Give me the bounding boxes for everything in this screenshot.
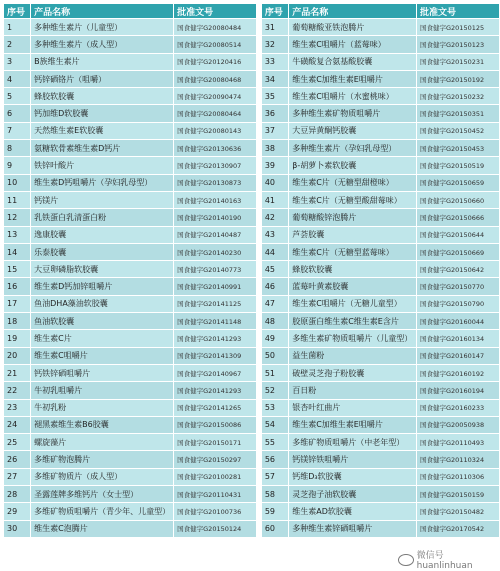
row-product-name: 破壁灵芝孢子粉胶囊 [289,364,417,381]
row-approval-code: 国食健字G20140991 [174,278,257,295]
row-seq: 26 [4,451,31,468]
header-row [4,4,257,19]
row-product-name: 维生素D钙加锌咀嚼片 [31,278,174,295]
row-seq: 47 [261,295,288,312]
row-approval-code: 国食健字G20100736 [174,503,257,520]
row-product-name: 灵芝孢子油软胶囊 [289,486,417,503]
header-code: 批准文号 [174,4,257,19]
row-seq: 54 [261,416,288,433]
row-approval-code: 国食健字G20140230 [174,243,257,260]
wechat-icon [398,554,414,566]
row-product-name: 褪黑素维生素B6胶囊 [31,416,174,433]
row-approval-code: 国食健字G20110431 [174,486,257,503]
row-seq: 6 [4,105,31,122]
row-product-name: 多种维生素矿物质咀嚼片 [289,105,417,122]
row-seq: 20 [4,347,31,364]
row-approval-code: 国食健字G20150666 [417,209,500,226]
row-seq: 25 [4,434,31,451]
table-row [261,364,499,381]
row-seq: 35 [261,88,288,105]
watermark-text: 微信号 huanlinhuan [416,551,473,571]
table-row [4,19,257,36]
row-product-name: B族维生素片 [31,53,174,70]
row-product-name: 维生素C片（无糖型蓝莓味） [289,243,417,260]
table-row [4,382,257,399]
row-seq: 29 [4,503,31,520]
row-approval-code: 国食健字G20110306 [417,468,500,485]
header-code: 批准文号 [417,4,500,19]
row-seq: 15 [4,261,31,278]
row-approval-code: 国食健字G20160233 [417,399,500,416]
row-product-name: 多维生素矿物质咀嚼片（儿童型） [289,330,417,347]
row-approval-code: 国食健字G20130636 [174,140,257,157]
row-approval-code: 国食健字G20150659 [417,174,500,191]
row-seq: 32 [261,36,288,53]
row-product-name: 钙加维D软胶囊 [31,105,174,122]
row-product-name: 多种维生素片（孕妇乳母型） [289,140,417,157]
row-approval-code: 国食健字G20150171 [174,434,257,451]
row-product-name: 维生素C加维生素E咀嚼片 [289,416,417,433]
table-row [4,520,257,537]
row-seq: 30 [4,520,31,537]
table-row [4,330,257,347]
row-product-name: 多维矿物泡腾片 [31,451,174,468]
row-approval-code: 国食健字G20120416 [174,53,257,70]
table-row [4,399,257,416]
row-product-name: 维生素C咀嚼片 [31,347,174,364]
table-row [4,503,257,520]
row-product-name: 鱼油DHA藻油软胶囊 [31,295,174,312]
row-seq: 7 [4,122,31,139]
row-approval-code: 国食健字G20080514 [174,36,257,53]
row-product-name: 钙维D₃软胶囊 [289,468,417,485]
row-approval-code: 国食健字G20141293 [174,382,257,399]
row-approval-code: 国食健字G20141309 [174,347,257,364]
row-seq: 12 [4,209,31,226]
table-left-body [4,19,257,538]
table-row [4,261,257,278]
row-product-name: 乳铁蛋白乳清蛋白粉 [31,209,174,226]
row-seq: 51 [261,364,288,381]
row-product-name: 银杏叶红曲片 [289,399,417,416]
row-product-name: 多维矿物质片（成人型） [31,468,174,485]
table-row [261,503,499,520]
header-seq: 序号 [4,4,31,19]
row-product-name: 钙铁锌硒咀嚼片 [31,364,174,381]
row-product-name: 逸康胶囊 [31,226,174,243]
row-seq: 57 [261,468,288,485]
table-row [4,347,257,364]
row-approval-code: 国食健字G20110324 [417,451,500,468]
row-approval-code: 国食健字G20160194 [417,382,500,399]
row-approval-code: 国食健字G20150086 [174,416,257,433]
row-seq: 45 [261,261,288,278]
row-approval-code: 国食健字G20150642 [417,261,500,278]
row-seq: 42 [261,209,288,226]
table-row [261,174,499,191]
row-product-name: 胶原蛋白维生素C维生素E含片 [289,313,417,330]
row-seq: 58 [261,486,288,503]
table-row [261,416,499,433]
row-approval-code: 国食健字G20160147 [417,347,500,364]
row-approval-code: 国食健字G20150125 [417,19,500,36]
row-approval-code: 国食健字G20100281 [174,468,257,485]
row-seq: 28 [4,486,31,503]
row-seq: 49 [261,330,288,347]
row-approval-code: 国食健字G20090474 [174,88,257,105]
row-product-name: 牛初乳咀嚼片 [31,382,174,399]
row-product-name: 维生素C片（无糖型酸甜莓味） [289,191,417,208]
table-row [261,140,499,157]
row-approval-code: 国食健字G20150660 [417,191,500,208]
product-list [3,3,500,538]
row-approval-code: 国食健字G20130873 [174,174,257,191]
table-row [4,226,257,243]
row-seq: 43 [261,226,288,243]
table-row [4,174,257,191]
row-product-name: 大豆卵磷脂软胶囊 [31,261,174,278]
row-approval-code: 国食健字G20140773 [174,261,257,278]
row-product-name: 蜂胶软胶囊 [31,88,174,105]
row-approval-code: 国食健字G20050938 [417,416,500,433]
row-product-name: 氨糖软骨素维生素D钙片 [31,140,174,157]
table-row [261,434,499,451]
table-row [4,209,257,226]
row-seq: 46 [261,278,288,295]
table-row [261,88,499,105]
row-approval-code: 国食健字G20150790 [417,295,500,312]
row-seq: 1 [4,19,31,36]
row-product-name: 维生素C片（无糖型甜橙味） [289,174,417,191]
row-product-name: 多维矿物质咀嚼片（青少年、儿童型） [31,503,174,520]
row-approval-code: 国食健字G20150351 [417,105,500,122]
table-row [4,416,257,433]
row-product-name: 葡萄糖酸亚铁泡腾片 [289,19,417,36]
row-approval-code: 国食健字G20150770 [417,278,500,295]
table-row [4,364,257,381]
table-row [261,313,499,330]
row-approval-code: 国食健字G20140163 [174,191,257,208]
row-product-name: 维生素D钙咀嚼片（孕妇乳母型） [31,174,174,191]
row-approval-code: 国食健字G20080484 [174,19,257,36]
row-approval-code: 国食健字G20110493 [417,434,500,451]
row-seq: 37 [261,122,288,139]
table-row [261,122,499,139]
row-product-name: 牛初乳粉 [31,399,174,416]
row-seq: 55 [261,434,288,451]
table-row [4,122,257,139]
row-seq: 11 [4,191,31,208]
row-seq: 4 [4,70,31,87]
row-seq: 53 [261,399,288,416]
row-approval-code: 国食健字G20150124 [174,520,257,537]
row-product-name: 多种维生素片（儿童型） [31,19,174,36]
table-row [4,434,257,451]
row-approval-code: 国食健字G20140967 [174,364,257,381]
row-approval-code: 国食健字G20150232 [417,88,500,105]
row-approval-code: 国食健字G20140190 [174,209,257,226]
row-seq: 44 [261,243,288,260]
row-seq: 22 [4,382,31,399]
table-row [4,105,257,122]
table-row [4,451,257,468]
table-row [261,209,499,226]
row-approval-code: 国食健字G20150297 [174,451,257,468]
table-row [261,243,499,260]
table-row [261,486,499,503]
row-seq: 52 [261,382,288,399]
row-approval-code: 国食健字G20170542 [417,520,500,537]
row-approval-code: 国食健字G20150159 [417,486,500,503]
row-product-name: 乐泰胶囊 [31,243,174,260]
row-approval-code: 国食健字G20080464 [174,105,257,122]
table-row [261,19,499,36]
row-approval-code: 国食健字G20150519 [417,157,500,174]
row-seq: 24 [4,416,31,433]
row-seq: 31 [261,19,288,36]
row-seq: 10 [4,174,31,191]
row-approval-code: 国食健字G20150452 [417,122,500,139]
table-row [261,191,499,208]
row-product-name: 葡萄糖酸锌泡腾片 [289,209,417,226]
row-seq: 27 [4,468,31,485]
row-product-name: β-胡萝卜素软胶囊 [289,157,417,174]
table-right-body [261,19,499,538]
table-row [261,451,499,468]
row-seq: 41 [261,191,288,208]
table-row [261,520,499,537]
row-product-name: 维生素C咀嚼片（蓝莓味） [289,36,417,53]
table-row [261,105,499,122]
row-seq: 16 [4,278,31,295]
table-row [4,486,257,503]
row-approval-code: 国食健字G20130907 [174,157,257,174]
row-seq: 36 [261,105,288,122]
row-product-name: 钙镁片 [31,191,174,208]
row-product-name: 铁锌叶酸片 [31,157,174,174]
row-product-name: 钙锌硒铬片（咀嚼） [31,70,174,87]
row-product-name: 多种维生素片（成人型） [31,36,174,53]
header-name: 产品名称 [31,4,174,19]
table-row [4,140,257,157]
row-approval-code: 国食健字G20160192 [417,364,500,381]
row-product-name: 维生素C片 [31,330,174,347]
row-seq: 2 [4,36,31,53]
row-approval-code: 国食健字G20080468 [174,70,257,87]
table-row [261,53,499,70]
row-product-name: 牛磺酸复合氨基酸胶囊 [289,53,417,70]
table-row [261,157,499,174]
row-seq: 5 [4,88,31,105]
row-product-name: 鱼油软胶囊 [31,313,174,330]
row-product-name: 圣露莲牌多维钙片（女士型） [31,486,174,503]
row-seq: 59 [261,503,288,520]
row-product-name: 天然维生素E软胶囊 [31,122,174,139]
row-approval-code: 国食健字G20141293 [174,330,257,347]
row-product-name: 大豆异黄酮钙胶囊 [289,122,417,139]
row-seq: 33 [261,53,288,70]
table-row [261,382,499,399]
table-row [261,347,499,364]
row-seq: 48 [261,313,288,330]
row-seq: 18 [4,313,31,330]
table-row [4,468,257,485]
table-row [261,70,499,87]
table-row [4,313,257,330]
row-product-name: 芦荟胶囊 [289,226,417,243]
table-row [4,53,257,70]
row-seq: 56 [261,451,288,468]
row-seq: 23 [4,399,31,416]
row-approval-code: 国食健字G20080143 [174,122,257,139]
row-product-name: 钙镁锌铁咀嚼片 [289,451,417,468]
row-approval-code: 国食健字G20141148 [174,313,257,330]
table-row [261,330,499,347]
row-product-name: 多种维生素锌硒咀嚼片 [289,520,417,537]
row-approval-code: 国食健字G20141265 [174,399,257,416]
table-row [261,295,499,312]
table-row [4,157,257,174]
table-row [261,468,499,485]
row-product-name: 蓝莓叶黄素胶囊 [289,278,417,295]
row-seq: 21 [4,364,31,381]
row-product-name: 百日粉 [289,382,417,399]
row-product-name: 益生菌粉 [289,347,417,364]
header-name: 产品名称 [289,4,417,19]
row-seq: 17 [4,295,31,312]
header-seq: 序号 [261,4,288,19]
row-product-name: 维生素C泡腾片 [31,520,174,537]
table-row [4,191,257,208]
row-approval-code: 国食健字G20150192 [417,70,500,87]
row-product-name: 维生素AD软胶囊 [289,503,417,520]
row-seq: 34 [261,70,288,87]
row-product-name: 多维矿物质咀嚼片（中老年型） [289,434,417,451]
row-seq: 60 [261,520,288,537]
row-seq: 9 [4,157,31,174]
row-approval-code: 国食健字G20150123 [417,36,500,53]
table-right [261,3,500,538]
row-approval-code: 国食健字G20150453 [417,140,500,157]
row-seq: 40 [261,174,288,191]
table-row [4,88,257,105]
row-seq: 38 [261,140,288,157]
row-product-name: 维生素C加维生素E咀嚼片 [289,70,417,87]
table-row [261,399,499,416]
row-seq: 13 [4,226,31,243]
row-approval-code: 国食健字G20150669 [417,243,500,260]
row-approval-code: 国食健字G20141125 [174,295,257,312]
row-seq: 39 [261,157,288,174]
table-row [261,261,499,278]
row-approval-code: 国食健字G20150482 [417,503,500,520]
table-row [4,295,257,312]
row-approval-code: 国食健字G20150231 [417,53,500,70]
row-seq: 3 [4,53,31,70]
row-approval-code: 国食健字G20160134 [417,330,500,347]
row-product-name: 维生素C咀嚼片（水蜜桃味） [289,88,417,105]
row-product-name: 蜂胶软胶囊 [289,261,417,278]
row-seq: 14 [4,243,31,260]
table-row [261,226,499,243]
table-row [261,36,499,53]
row-product-name: 维生素C咀嚼片（无糖儿童型） [289,295,417,312]
row-approval-code: 国食健字G20160044 [417,313,500,330]
header-row [261,4,499,19]
row-approval-code: 国食健字G20150644 [417,226,500,243]
row-seq: 19 [4,330,31,347]
table-row [4,36,257,53]
table-row [4,70,257,87]
row-approval-code: 国食健字G20140487 [174,226,257,243]
row-seq: 50 [261,347,288,364]
row-product-name: 螺旋藻片 [31,434,174,451]
table-row [4,278,257,295]
row-seq: 8 [4,140,31,157]
table-row [261,278,499,295]
table-row [4,243,257,260]
table-left [3,3,257,538]
